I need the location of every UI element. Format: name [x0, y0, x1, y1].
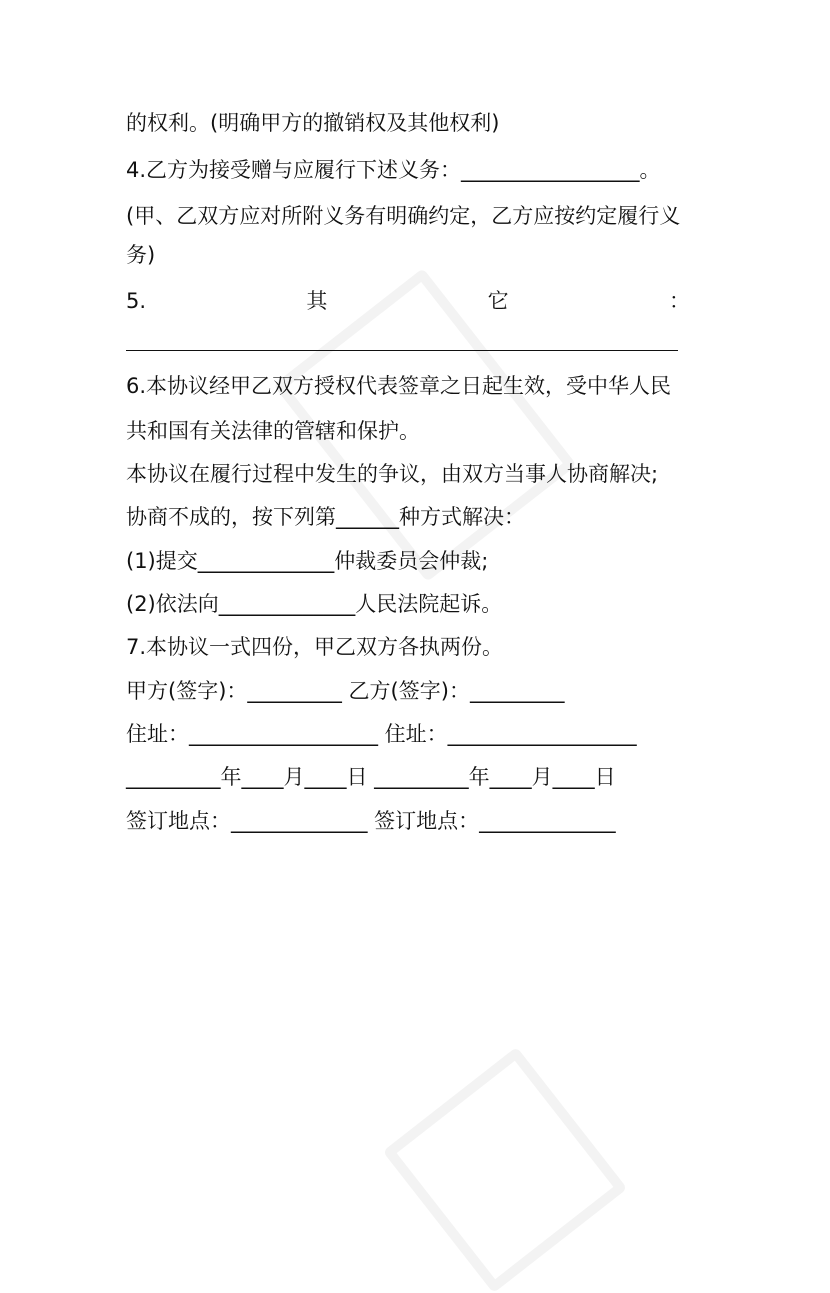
clause-5-char-1: 其 [306, 289, 328, 313]
date-line: _________年____月____日 _________年____月____日 [126, 765, 616, 789]
dispute-resolution: 本协议在履行过程中发生的争议，由双方当事人协商解决; [126, 462, 659, 486]
clause-4-obligations: 4.乙方为接受赠与应履行下述义务：_________________。 [126, 158, 661, 182]
clause-5-number: 5. [126, 289, 147, 313]
dispute-method-choice: 协商不成的，按下列第______种方式解决： [126, 505, 525, 529]
clause-4-note-cont: 务) [126, 243, 156, 267]
clause-5-other [126, 286, 690, 316]
signature-line: 甲方(签字)：_________ 乙方(签字)：_________ [126, 679, 565, 703]
clause-5-colon: ： [668, 289, 690, 313]
watermark-stamp-bottom [383, 1047, 628, 1293]
clause-5-char-2: 它 [487, 289, 509, 313]
signing-place-line: 签订地点：_____________ 签订地点：_____________ [126, 809, 616, 833]
dispute-option-court: (2)依法向_____________人民法院起诉。 [126, 592, 503, 616]
text-line-rights: 的权利。(明确甲方的撤销权及其他权利) [126, 111, 500, 135]
clause-6-effective: 6.本协议经甲乙双方授权代表签章之日起生效，受中华人民 [126, 374, 672, 398]
clause-6-effective-cont: 共和国有关法律的管辖和保护。 [126, 419, 420, 443]
clause-5-blank-line [126, 350, 678, 351]
address-line: 住址：__________________ 住址：__________________ [126, 722, 637, 746]
clause-7-copies: 7.本协议一式四份，甲乙双方各执两份。 [126, 635, 504, 659]
dispute-option-arbitration: (1)提交_____________仲裁委员会仲裁; [126, 549, 489, 573]
clause-4-note: (甲、乙双方应对所附义务有明确约定，乙方应按约定履行义 [126, 204, 681, 228]
